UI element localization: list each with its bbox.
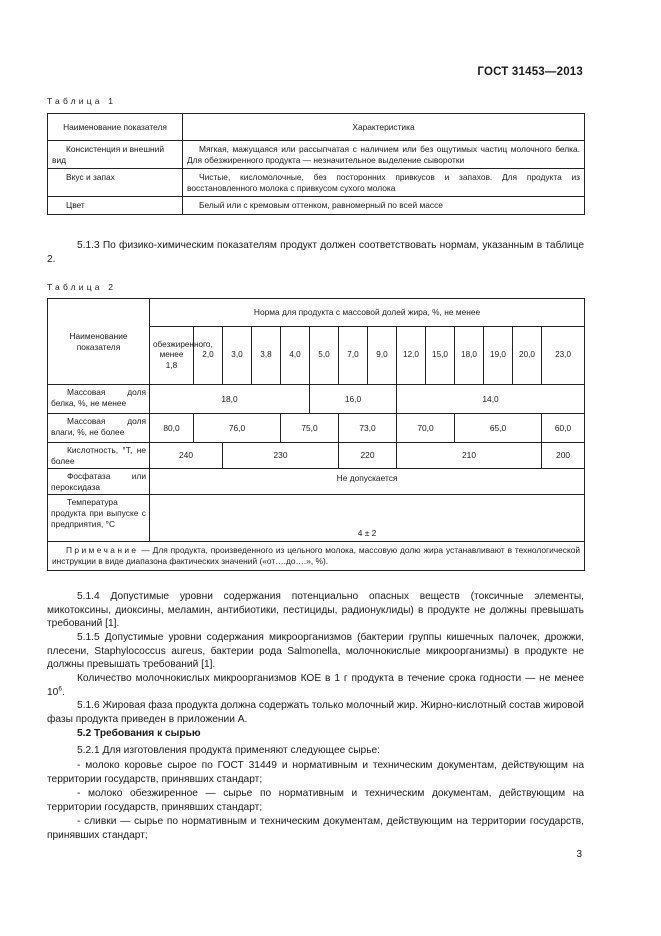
- row-name-phosphatase: Фосфатаза или пероксидаза: [48, 469, 150, 495]
- cell-value: 16,0: [310, 385, 397, 414]
- fat-level-header: 12,0: [397, 327, 426, 385]
- fat-level-header: 20,0: [513, 327, 542, 385]
- fat-level-header: 5,0: [310, 327, 339, 385]
- table-2: [47, 298, 585, 571]
- cell-value: 220: [339, 443, 397, 469]
- note-label: Примечание: [66, 545, 139, 556]
- table1-row-name: Цвет: [48, 197, 183, 215]
- fat-level-header: 19,0: [484, 327, 513, 385]
- cell-value: 75,0: [281, 414, 339, 443]
- table1-row-value: Мягкая, мажущаяся или рассыпчатая с наличием или без ощутимых частиц молочного белка. Для обезжиренного продукта — незначительное выделение сыворотки: [183, 141, 585, 169]
- fat-level-header: 4,0: [281, 327, 310, 385]
- document-header: ГОСТ 31453—2013: [477, 66, 583, 78]
- table2-header-norm: Норма для продукта с массовой долей жира, %, не менее: [150, 299, 585, 327]
- paragraph-5-1-5: 5.1.5 Допустимые уровни содержания микроорганизмов (бактерии группы кишечных палочек, дрожжи, плесени, Staphylococcus aureus, бактерии рода Salmonella, молочнокислые микроорганизмы) в продукте не должны превышать требований [1].: [47, 632, 584, 671]
- table2-caption: Таблица 2: [47, 282, 117, 292]
- cell-value: 80,0: [150, 414, 194, 443]
- cell-value: Не допускается: [150, 469, 585, 495]
- table-1: [47, 113, 585, 215]
- row-name-protein: Массовая доля белка, %, не менее: [48, 385, 150, 414]
- table1-row-name: Вкус и запах: [48, 169, 183, 197]
- list-item: - сливки — сырье по нормативным и техническим документам, действующим на территории государств, принявших стандарт;: [47, 816, 584, 841]
- row-name-moisture: Массовая доля влаги, %, не более: [48, 414, 150, 443]
- count-text: Количество молочнокислых микроорганизмов КОЕ в 1 г продукта в течение срока годности — не менее 10: [47, 673, 584, 698]
- cell-value: 240: [150, 443, 223, 469]
- paragraph-5-1-6: 5.1.6 Жировая фаза продукта должна содержать только молочный жир. Жирно-кислотный состав жировой фазы продукта приведен в приложении А.: [47, 700, 584, 725]
- table1-row-name: Консистенция и внешний вид: [48, 141, 183, 169]
- paragraph-5-2-1: 5.2.1 Для изготовления продукта применяют следующее сырье:: [77, 745, 380, 756]
- fat-level-header: 2,0: [194, 327, 223, 385]
- row-name-acidity: Кислотность, °Т, не более: [48, 443, 150, 469]
- cell-value: 210: [397, 443, 542, 469]
- list-item: - молоко обезжиренное — сырье по нормативным и техническим документам, действующим на территории государств, принявших стандарт;: [47, 788, 584, 813]
- cell-value: 76,0: [194, 414, 281, 443]
- cell-value: 18,0: [150, 385, 310, 414]
- table2-header-name: Наименование показателя: [48, 299, 150, 385]
- table1-row-value: Белый или с кремовым оттенком, равномерный по всей массе: [183, 197, 585, 215]
- cell-value: 70,0: [397, 414, 455, 443]
- paragraph-5-1-4: 5.1.4 Допустимые уровни содержания потенциально опасных веществ (токсичные элементы, микотоксины, диоксины, меламин, антибиотики, пестициды, радионуклиды) в продукте не должны превышать требований [1].: [47, 591, 584, 630]
- section-5-2-heading: 5.2 Требования к сырью: [77, 728, 201, 739]
- fat-level-header: 9,0: [368, 327, 397, 385]
- fat-level-header: 3,8: [252, 327, 281, 385]
- cell-value: 65,0: [455, 414, 542, 443]
- paragraph-5-1-3: 5.1.3 По физико-химическим показателям продукт должен соответствовать нормам, указанным в таблице 2.: [47, 240, 584, 265]
- count-exponent: 6: [58, 685, 62, 693]
- fat-level-header: 7,0: [339, 327, 368, 385]
- cell-value: 73,0: [339, 414, 397, 443]
- cell-value: 14,0: [397, 385, 585, 414]
- table1-header-characteristic: Характеристика: [183, 114, 585, 141]
- row-name-temperature: Температура продукта при выпуске с предприятия, °С: [48, 495, 150, 542]
- list-item: - молоко коровье сырое по ГОСТ 31449 и нормативным и техническим документам, действующим на территории государств, принявших стандарт;: [47, 760, 584, 785]
- cell-value: 200: [542, 443, 585, 469]
- fat-level-header: обезжиренного, менее 1,8: [150, 327, 194, 385]
- cell-value: 230: [223, 443, 339, 469]
- count-end: .: [61, 686, 65, 698]
- table2-note: [48, 542, 585, 570]
- paragraph-5-1-5-count: [47, 672, 584, 699]
- fat-level-header: 15,0: [426, 327, 455, 385]
- table1-row-value: Чистые, кисломолочные, без посторонних привкусов и запахов. Для продукта из восстановленного молока с привкусом сухого молока: [183, 169, 585, 197]
- cell-value: 60,0: [542, 414, 585, 443]
- fat-level-header: 23,0: [542, 327, 585, 385]
- cell-value: 4 ± 2: [150, 495, 585, 542]
- note-text: — Для продукта, произведенного из цельного молока, массовую долю жира устанавливают в технологической инструкции в виде диапазона фактических значений («от….до….», %).: [52, 545, 581, 566]
- fat-level-header: 3,0: [223, 327, 252, 385]
- table1-caption: Таблица 1: [47, 96, 117, 106]
- page-number: 3: [576, 849, 582, 860]
- fat-level-header: 18,0: [455, 327, 484, 385]
- table1-header-name: Наименование показателя: [48, 114, 183, 141]
